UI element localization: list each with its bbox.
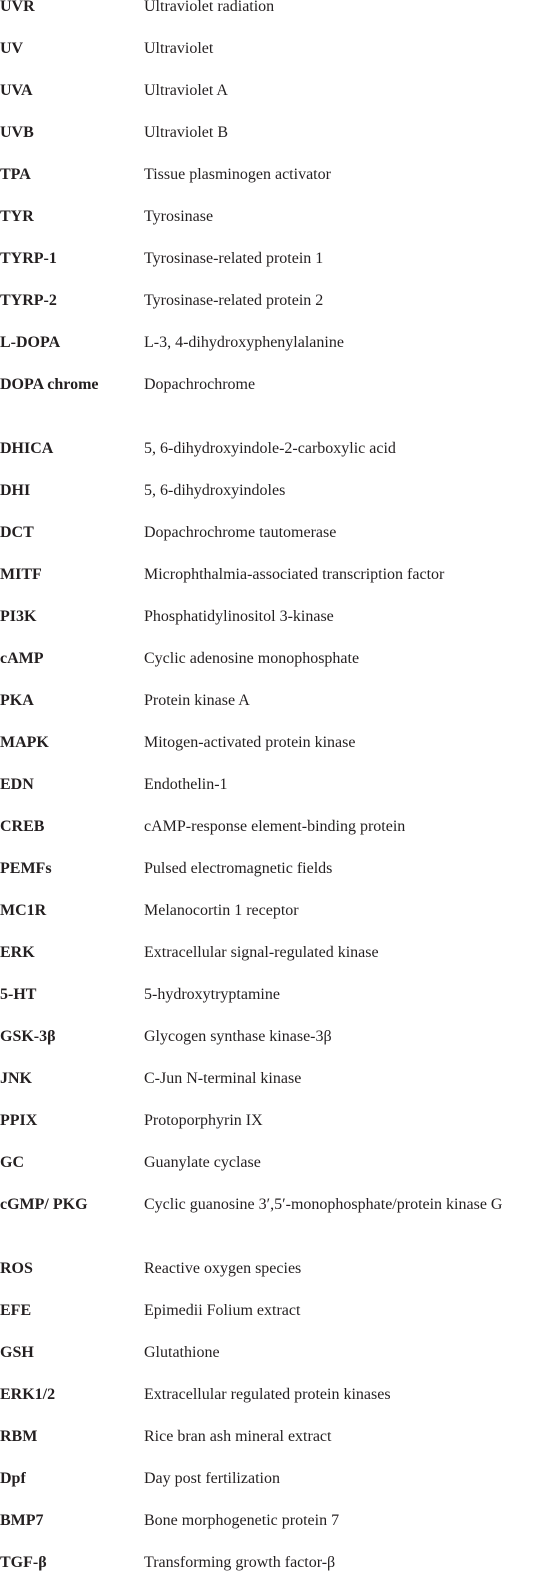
abbreviation: DHICA	[0, 440, 54, 457]
abbreviation: TPA	[0, 166, 31, 183]
table-row	[0, 1336, 558, 1378]
table-row	[0, 368, 558, 432]
abbreviation: TYRP-2	[0, 292, 57, 309]
abbreviation: L-DOPA	[0, 334, 61, 351]
table-row	[0, 1104, 558, 1146]
definition: Ultraviolet	[144, 40, 214, 57]
definition: Endothelin-1	[144, 776, 228, 793]
table-row	[0, 474, 558, 516]
definition: Tyrosinase-related protein 1	[144, 250, 324, 267]
definition: Transforming growth factor-β	[144, 1554, 336, 1571]
table-row	[0, 1020, 558, 1062]
definition: Extracellular regulated protein kinases	[144, 1386, 391, 1403]
abbreviation: TGF-β	[0, 1554, 47, 1571]
abbreviation: GC	[0, 1154, 24, 1171]
definition: 5, 6-dihydroxyindoles	[144, 482, 286, 499]
abbreviation: UVR	[0, 0, 35, 15]
table-row	[0, 894, 558, 936]
definition: Protoporphyrin IX	[144, 1112, 263, 1129]
definition: Ultraviolet A	[144, 82, 228, 99]
table-row	[0, 936, 558, 978]
table-row	[0, 158, 558, 200]
definition: Day post fertilization	[144, 1470, 280, 1487]
table-row	[0, 32, 558, 74]
abbreviation: MC1R	[0, 902, 47, 919]
abbreviation: GSK-3β	[0, 1028, 56, 1045]
abbreviation: DHI	[0, 482, 31, 499]
abbreviation: DOPA chrome	[0, 376, 99, 393]
abbreviation: UVB	[0, 124, 34, 141]
table-row	[0, 0, 558, 32]
table-row	[0, 516, 558, 558]
abbreviation: PKA	[0, 692, 34, 709]
table-row	[0, 642, 558, 684]
abbreviation: ERK1/2	[0, 1386, 56, 1403]
table-row	[0, 432, 558, 474]
definition: Microphthalmia-associated transcription factor	[144, 566, 445, 583]
table-row	[0, 1462, 558, 1504]
definition: Melanocortin 1 receptor	[144, 902, 299, 919]
definition: Ultraviolet B	[144, 124, 228, 141]
definition: Rice bran ash mineral extract	[144, 1428, 332, 1445]
definition: Reactive oxygen species	[144, 1260, 302, 1277]
table-row	[0, 1504, 558, 1546]
definition: 5, 6-dihydroxyindole-2-carboxylic acid	[144, 440, 396, 457]
abbreviation: DCT	[0, 524, 34, 541]
definition: Cyclic guanosine 3′,5′-monophosphate/protein kinase G	[144, 1196, 503, 1213]
definition: Bone morphogenetic protein 7	[144, 1512, 340, 1529]
definition: Glycogen synthase kinase-3β	[144, 1028, 332, 1045]
table-row	[0, 1062, 558, 1104]
definition: Tyrosinase	[144, 208, 214, 225]
abbreviation: PI3K	[0, 608, 37, 625]
table-row	[0, 1546, 558, 1588]
table-row	[0, 116, 558, 158]
abbreviation: cGMP/ PKG	[0, 1196, 88, 1213]
abbreviation: Dpf	[0, 1470, 26, 1487]
definition: Tissue plasminogen activator	[144, 166, 331, 183]
table-row	[0, 284, 558, 326]
table-row	[0, 558, 558, 600]
definition: Dopachrochrome	[144, 376, 256, 393]
table-row	[0, 200, 558, 242]
table-row	[0, 978, 558, 1020]
table-row	[0, 242, 558, 284]
definition: Guanylate cyclase	[144, 1154, 261, 1171]
table-row	[0, 1146, 558, 1188]
definition: cAMP-response element-binding protein	[144, 818, 406, 835]
definition: Pulsed electromagnetic fields	[144, 860, 333, 877]
table-row	[0, 852, 558, 894]
table-row	[0, 1378, 558, 1420]
abbreviation: cAMP	[0, 650, 44, 667]
abbreviation: EFE	[0, 1302, 32, 1319]
definition: C-Jun N-terminal kinase	[144, 1070, 302, 1087]
abbreviation: GSH	[0, 1344, 34, 1361]
abbreviation: UV	[0, 40, 24, 57]
abbreviation: UVA	[0, 82, 33, 99]
abbreviation: PPIX	[0, 1112, 38, 1129]
definition: Extracellular signal-regulated kinase	[144, 944, 379, 961]
definition: L-3, 4-dihydroxyphenylalanine	[144, 334, 344, 351]
table-row	[0, 74, 558, 116]
abbreviation: ERK	[0, 944, 35, 961]
table-row	[0, 1420, 558, 1462]
definition: Glutathione	[144, 1344, 220, 1361]
abbreviation: BMP7	[0, 1512, 44, 1529]
table-row	[0, 1294, 558, 1336]
table-row	[0, 1252, 558, 1294]
table-row	[0, 810, 558, 852]
definition: Phosphatidylinositol 3-kinase	[144, 608, 334, 625]
definition: Dopachrochrome tautomerase	[144, 524, 337, 541]
table-row	[0, 726, 558, 768]
abbreviation: RBM	[0, 1428, 38, 1445]
definition: Ultraviolet radiation	[144, 0, 275, 15]
abbreviation: MAPK	[0, 734, 49, 751]
definition: Tyrosinase-related protein 2	[144, 292, 324, 309]
table-row	[0, 600, 558, 642]
abbreviation: PEMFs	[0, 860, 52, 877]
abbreviation: TYRP-1	[0, 250, 57, 267]
table-row	[0, 1188, 558, 1252]
abbreviation: CREB	[0, 818, 45, 835]
table-row	[0, 326, 558, 368]
definition: Epimedii Folium extract	[144, 1302, 301, 1319]
definition: Mitogen-activated protein kinase	[144, 734, 356, 751]
definition: Protein kinase A	[144, 692, 250, 709]
abbreviation: EDN	[0, 776, 34, 793]
table-row	[0, 768, 558, 810]
abbreviation: JNK	[0, 1070, 32, 1087]
abbreviation: TYR	[0, 208, 34, 225]
table-row	[0, 684, 558, 726]
definition: Cyclic adenosine monophosphate	[144, 650, 360, 667]
abbreviation: 5-HT	[0, 986, 37, 1003]
definition: 5-hydroxytryptamine	[144, 986, 280, 1003]
abbreviation: ROS	[0, 1260, 33, 1277]
abbreviation: MITF	[0, 566, 42, 583]
